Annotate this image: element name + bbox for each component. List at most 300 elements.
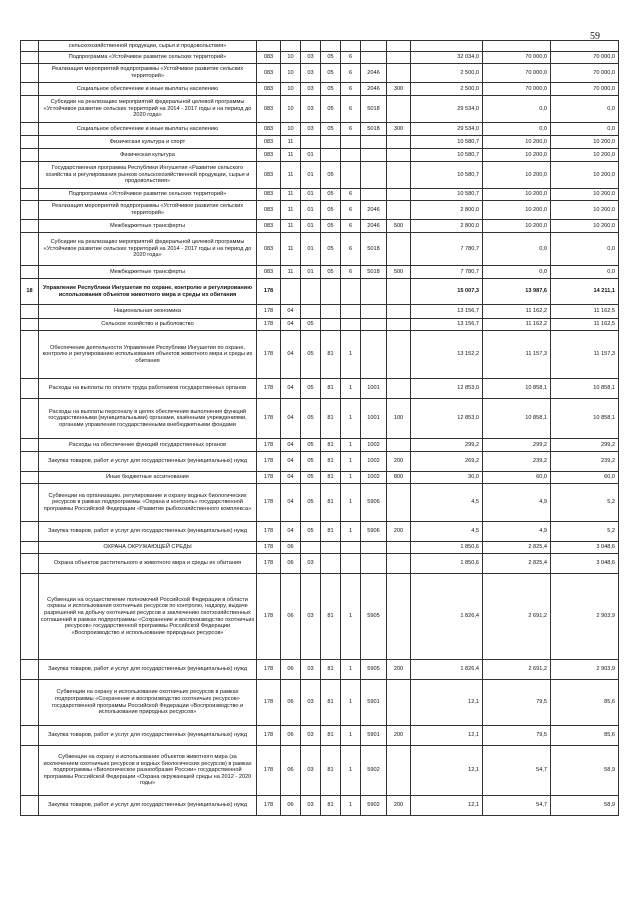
department-code-cell: 178 (257, 660, 281, 680)
amount-year2-cell: 10 858,1 (483, 399, 551, 439)
department-code-cell: 083 (257, 189, 281, 201)
section-code-cell (281, 279, 301, 305)
section-code-cell (281, 41, 301, 52)
section-code-cell: 04 (281, 379, 301, 399)
row-number-cell (21, 162, 39, 189)
target-article-part2-cell (341, 41, 361, 52)
target-article-part1-cell: 81 (321, 726, 341, 746)
section-code-cell: 06 (281, 746, 301, 796)
subsection-code-cell: 05 (301, 319, 321, 331)
section-code-cell: 11 (281, 162, 301, 189)
target-article-part3-cell (361, 136, 387, 149)
target-article-part1-cell (321, 542, 341, 554)
target-article-part2-cell: 1 (341, 439, 361, 452)
target-article-part3-cell: 5905 (361, 574, 387, 660)
amount-year3-cell: 10 200,0 (551, 220, 619, 233)
department-code-cell: 178 (257, 399, 281, 439)
amount-year1-cell: 10 580,7 (411, 162, 483, 189)
subsection-code-cell: 01 (301, 162, 321, 189)
section-code-cell: 04 (281, 399, 301, 439)
row-number-cell (21, 331, 39, 379)
target-article-part3-cell: 5905 (361, 660, 387, 680)
department-code-cell (257, 41, 281, 52)
expense-type-cell (387, 746, 411, 796)
section-code-cell: 06 (281, 574, 301, 660)
table-row (21, 52, 619, 64)
target-article-part3-cell: 1002 (361, 452, 387, 472)
amount-year1-cell: 2 800,0 (411, 220, 483, 233)
amount-year1-cell: 4,5 (411, 522, 483, 542)
amount-year1-cell: 10 580,7 (411, 136, 483, 149)
item-name-cell: Закупка товаров, работ и услуг для государственных (муниципальных) нужд (39, 660, 257, 680)
item-name-cell: Межбюджетные трансферты (39, 266, 257, 279)
amount-year2-cell: 10 200,0 (483, 201, 551, 220)
row-number-cell (21, 680, 39, 726)
amount-year3-cell: 239,2 (551, 452, 619, 472)
department-code-cell: 178 (257, 796, 281, 816)
department-code-cell: 178 (257, 379, 281, 399)
amount-year2-cell: 54,7 (483, 746, 551, 796)
item-name-cell: Подпрограмма «Устойчивое развитие сельских территорий» (39, 189, 257, 201)
target-article-part2-cell (341, 149, 361, 162)
target-article-part1-cell: 81 (321, 574, 341, 660)
row-number-cell (21, 399, 39, 439)
amount-year3-cell: 58,9 (551, 796, 619, 816)
row-number-cell (21, 472, 39, 484)
target-article-part1-cell: 81 (321, 439, 341, 452)
amount-year2-cell: 0,0 (483, 266, 551, 279)
amount-year2-cell: 11 162,2 (483, 319, 551, 331)
subsection-code-cell: 03 (301, 83, 321, 96)
target-article-part2-cell: 6 (341, 220, 361, 233)
department-code-cell: 083 (257, 136, 281, 149)
target-article-part1-cell: 81 (321, 660, 341, 680)
department-code-cell: 178 (257, 522, 281, 542)
section-code-cell: 04 (281, 522, 301, 542)
expense-type-cell (387, 201, 411, 220)
target-article-part3-cell (361, 305, 387, 319)
item-name-cell: Социальное обеспечение и иные выплаты населению (39, 83, 257, 96)
target-article-part2-cell: 6 (341, 266, 361, 279)
target-article-part3-cell: 5018 (361, 233, 387, 266)
amount-year2-cell: 10 200,0 (483, 136, 551, 149)
subsection-code-cell (301, 279, 321, 305)
target-article-part1-cell: 81 (321, 680, 341, 726)
target-article-part1-cell: 81 (321, 399, 341, 439)
department-code-cell: 178 (257, 331, 281, 379)
amount-year2-cell: 13 987,6 (483, 279, 551, 305)
section-code-cell: 04 (281, 305, 301, 319)
section-code-cell: 11 (281, 136, 301, 149)
expense-type-cell (387, 136, 411, 149)
item-name-cell: Закупка товаров, работ и услуг для государственных (муниципальных) нужд (39, 796, 257, 816)
amount-year3-cell: 3 048,6 (551, 542, 619, 554)
section-code-cell: 06 (281, 554, 301, 574)
amount-year3-cell: 2 903,9 (551, 660, 619, 680)
target-article-part1-cell: 05 (321, 233, 341, 266)
subsection-code-cell: 05 (301, 399, 321, 439)
amount-year3-cell: 10 200,0 (551, 189, 619, 201)
subsection-code-cell: 05 (301, 379, 321, 399)
department-code-cell: 178 (257, 452, 281, 472)
department-code-cell: 083 (257, 266, 281, 279)
table-row (21, 279, 619, 305)
expense-type-cell (387, 331, 411, 379)
target-article-part1-cell (321, 279, 341, 305)
subsection-code-cell: 01 (301, 201, 321, 220)
target-article-part3-cell: 5906 (361, 484, 387, 522)
subsection-code-cell: 03 (301, 123, 321, 136)
department-code-cell: 178 (257, 319, 281, 331)
amount-year3-cell: 2 903,9 (551, 574, 619, 660)
target-article-part2-cell: 1 (341, 484, 361, 522)
table-row (21, 522, 619, 542)
row-number-cell: 18 (21, 279, 39, 305)
amount-year3-cell: 11 162,5 (551, 305, 619, 319)
section-code-cell: 11 (281, 266, 301, 279)
target-article-part1-cell: 05 (321, 189, 341, 201)
department-code-cell: 178 (257, 484, 281, 522)
expense-type-cell (387, 379, 411, 399)
amount-year1-cell: 15 007,3 (411, 279, 483, 305)
subsection-code-cell: 03 (301, 64, 321, 83)
item-name-cell: Расходы на обеспечение функций государственных органов (39, 439, 257, 452)
target-article-part2-cell (341, 136, 361, 149)
table-row (21, 472, 619, 484)
row-number-cell (21, 796, 39, 816)
subsection-code-cell: 05 (301, 331, 321, 379)
target-article-part2-cell: 6 (341, 201, 361, 220)
target-article-part1-cell: 05 (321, 64, 341, 83)
row-number-cell (21, 452, 39, 472)
amount-year1-cell: 29 534,0 (411, 123, 483, 136)
amount-year1-cell: 1 826,4 (411, 660, 483, 680)
row-number-cell (21, 660, 39, 680)
row-number-cell (21, 189, 39, 201)
item-name-cell: Межбюджетные трансферты (39, 220, 257, 233)
section-code-cell: 06 (281, 680, 301, 726)
amount-year3-cell: 10 858,1 (551, 399, 619, 439)
row-number-cell (21, 136, 39, 149)
subsection-code-cell: 01 (301, 149, 321, 162)
row-number-cell (21, 220, 39, 233)
target-article-part3-cell (361, 149, 387, 162)
table-row (21, 379, 619, 399)
amount-year2-cell: 10 200,0 (483, 149, 551, 162)
department-code-cell: 178 (257, 439, 281, 452)
target-article-part3-cell (361, 331, 387, 379)
budget-table-body (21, 41, 619, 816)
amount-year1-cell: 2 500,0 (411, 64, 483, 83)
table-row (21, 41, 619, 52)
section-code-cell: 11 (281, 201, 301, 220)
expense-type-cell: 100 (387, 399, 411, 439)
amount-year2-cell: 2 691,2 (483, 660, 551, 680)
table-row (21, 680, 619, 726)
item-name-cell: Субсидии на реализацию мероприятий федеральной целевой программы «Устойчивое развитие сельских территорий на 2014 - 2017 годы и на период до 2020 года» (39, 96, 257, 123)
department-code-cell: 083 (257, 83, 281, 96)
department-code-cell: 178 (257, 746, 281, 796)
amount-year1-cell: 1 826,4 (411, 574, 483, 660)
target-article-part2-cell: 1 (341, 399, 361, 439)
expense-type-cell: 500 (387, 266, 411, 279)
target-article-part1-cell (321, 554, 341, 574)
target-article-part1-cell: 05 (321, 266, 341, 279)
subsection-code-cell: 03 (301, 746, 321, 796)
section-code-cell: 10 (281, 64, 301, 83)
item-name-cell: ОХРАНА ОКРУЖАЮЩЕЙ СРЕДЫ (39, 542, 257, 554)
amount-year2-cell: 70 000,0 (483, 83, 551, 96)
section-code-cell: 11 (281, 189, 301, 201)
amount-year1-cell: 1 850,6 (411, 554, 483, 574)
subsection-code-cell: 01 (301, 233, 321, 266)
row-number-cell (21, 305, 39, 319)
expense-type-cell (387, 554, 411, 574)
row-number-cell (21, 123, 39, 136)
subsection-code-cell: 01 (301, 220, 321, 233)
expense-type-cell (387, 64, 411, 83)
amount-year1-cell: 10 580,7 (411, 149, 483, 162)
subsection-code-cell: 03 (301, 660, 321, 680)
amount-year3-cell: 10 200,0 (551, 162, 619, 189)
subsection-code-cell: 01 (301, 266, 321, 279)
department-code-cell: 083 (257, 162, 281, 189)
item-name-cell: Закупка товаров, работ и услуг для государственных (муниципальных) нужд (39, 522, 257, 542)
target-article-part3-cell: 1001 (361, 399, 387, 439)
target-article-part1-cell (321, 149, 341, 162)
amount-year3-cell: 5,2 (551, 522, 619, 542)
amount-year1-cell: 2 500,0 (411, 83, 483, 96)
target-article-part1-cell: 81 (321, 379, 341, 399)
table-row (21, 726, 619, 746)
amount-year3-cell: 70 000,0 (551, 83, 619, 96)
amount-year2-cell: 10 200,0 (483, 162, 551, 189)
amount-year1-cell: 13 152,2 (411, 331, 483, 379)
subsection-code-cell: 01 (301, 189, 321, 201)
target-article-part2-cell: 1 (341, 522, 361, 542)
target-article-part2-cell: 1 (341, 574, 361, 660)
table-row (21, 484, 619, 522)
section-code-cell: 10 (281, 52, 301, 64)
amount-year3-cell: 10 200,0 (551, 201, 619, 220)
table-row (21, 574, 619, 660)
row-number-cell (21, 574, 39, 660)
amount-year2-cell: 79,5 (483, 726, 551, 746)
amount-year3-cell: 10 200,0 (551, 149, 619, 162)
amount-year2-cell: 10 200,0 (483, 220, 551, 233)
amount-year2-cell: 0,0 (483, 96, 551, 123)
target-article-part1-cell (321, 305, 341, 319)
row-number-cell (21, 52, 39, 64)
section-code-cell: 10 (281, 96, 301, 123)
department-code-cell: 083 (257, 123, 281, 136)
amount-year1-cell: 1 850,6 (411, 542, 483, 554)
amount-year1-cell (411, 41, 483, 52)
target-article-part2-cell: 6 (341, 123, 361, 136)
amount-year2-cell: 2 691,2 (483, 574, 551, 660)
table-row (21, 305, 619, 319)
expense-type-cell: 200 (387, 796, 411, 816)
target-article-part2-cell: 6 (341, 52, 361, 64)
target-article-part1-cell: 05 (321, 220, 341, 233)
target-article-part3-cell: 5906 (361, 522, 387, 542)
department-code-cell: 083 (257, 233, 281, 266)
target-article-part1-cell: 05 (321, 52, 341, 64)
section-code-cell: 04 (281, 452, 301, 472)
target-article-part3-cell: 2046 (361, 201, 387, 220)
target-article-part2-cell: 1 (341, 472, 361, 484)
target-article-part1-cell: 05 (321, 201, 341, 220)
amount-year3-cell: 0,0 (551, 123, 619, 136)
section-code-cell: 06 (281, 660, 301, 680)
department-code-cell: 083 (257, 201, 281, 220)
amount-year1-cell: 299,2 (411, 439, 483, 452)
target-article-part3-cell: 5902 (361, 746, 387, 796)
item-name-cell: сельскохозяйственной продукции, сырья и продовольствия» (39, 41, 257, 52)
table-row (21, 542, 619, 554)
expense-type-cell (387, 439, 411, 452)
department-code-cell: 178 (257, 279, 281, 305)
amount-year3-cell: 10 200,0 (551, 136, 619, 149)
table-row (21, 233, 619, 266)
item-name-cell: Субвенции на осуществление полномочий Российской Федерации в области охраны и использования охотничьих ресурсов по контролю, надзору, выдаче разрешений на добычу охотничьих ресурсов и заключению охотхозяйственных соглашений в рамках подпрограммы «Сохранение и воспроизводство охотничьих ресурсов» государственной программы Российской Федерации «Воспроизводство и использование природных ресурсов» (39, 574, 257, 660)
department-code-cell: 178 (257, 305, 281, 319)
item-name-cell: Реализация мероприятий подпрограммы «Устойчивое развитие сельских территорий» (39, 201, 257, 220)
amount-year3-cell: 70 000,0 (551, 64, 619, 83)
section-code-cell: 10 (281, 83, 301, 96)
amount-year1-cell: 269,2 (411, 452, 483, 472)
section-code-cell: 04 (281, 484, 301, 522)
amount-year3-cell: 11 162,5 (551, 319, 619, 331)
target-article-part3-cell (361, 162, 387, 189)
target-article-part1-cell (321, 41, 341, 52)
section-code-cell: 04 (281, 439, 301, 452)
target-article-part3-cell (361, 542, 387, 554)
expense-type-cell (387, 574, 411, 660)
target-article-part2-cell: 1 (341, 660, 361, 680)
table-row (21, 136, 619, 149)
section-code-cell: 11 (281, 220, 301, 233)
target-article-part3-cell: 1002 (361, 439, 387, 452)
amount-year3-cell: 85,6 (551, 726, 619, 746)
subsection-code-cell: 03 (301, 796, 321, 816)
row-number-cell (21, 522, 39, 542)
row-number-cell (21, 554, 39, 574)
subsection-code-cell (301, 305, 321, 319)
amount-year1-cell: 13 156,7 (411, 319, 483, 331)
expense-type-cell: 200 (387, 452, 411, 472)
amount-year3-cell: 85,6 (551, 680, 619, 726)
table-row (21, 399, 619, 439)
item-name-cell: Национальная экономика (39, 305, 257, 319)
amount-year2-cell: 60,0 (483, 472, 551, 484)
section-code-cell: 10 (281, 123, 301, 136)
target-article-part3-cell (361, 41, 387, 52)
amount-year2-cell: 0,0 (483, 233, 551, 266)
amount-year2-cell: 2 825,4 (483, 554, 551, 574)
expense-type-cell (387, 305, 411, 319)
target-article-part2-cell: 6 (341, 233, 361, 266)
expense-type-cell: 300 (387, 83, 411, 96)
row-number-cell (21, 379, 39, 399)
expense-type-cell (387, 162, 411, 189)
table-row (21, 64, 619, 83)
item-name-cell: Физическая культура и спорт (39, 136, 257, 149)
department-code-cell: 083 (257, 52, 281, 64)
expense-type-cell (387, 52, 411, 64)
target-article-part2-cell (341, 554, 361, 574)
department-code-cell: 083 (257, 149, 281, 162)
target-article-part1-cell: 81 (321, 452, 341, 472)
section-code-cell: 06 (281, 796, 301, 816)
target-article-part2-cell: 1 (341, 746, 361, 796)
amount-year1-cell: 12 853,0 (411, 399, 483, 439)
expense-type-cell: 200 (387, 522, 411, 542)
amount-year1-cell: 12,1 (411, 680, 483, 726)
target-article-part1-cell: 81 (321, 746, 341, 796)
amount-year1-cell: 12 853,0 (411, 379, 483, 399)
amount-year1-cell: 12,1 (411, 746, 483, 796)
amount-year1-cell: 4,5 (411, 484, 483, 522)
amount-year2-cell: 2 825,4 (483, 542, 551, 554)
amount-year1-cell: 2 800,0 (411, 201, 483, 220)
target-article-part2-cell: 1 (341, 379, 361, 399)
subsection-code-cell (301, 41, 321, 52)
target-article-part2-cell: 6 (341, 96, 361, 123)
target-article-part3-cell: 5901 (361, 680, 387, 726)
target-article-part1-cell: 05 (321, 123, 341, 136)
expense-type-cell (387, 484, 411, 522)
target-article-part1-cell: 05 (321, 162, 341, 189)
target-article-part3-cell: 5901 (361, 726, 387, 746)
target-article-part3-cell: 1001 (361, 379, 387, 399)
amount-year1-cell: 10 580,7 (411, 189, 483, 201)
target-article-part1-cell: 81 (321, 331, 341, 379)
item-name-cell: Охрана объектов растительного и животного мира и среды их обитания (39, 554, 257, 574)
amount-year2-cell: 11 162,2 (483, 305, 551, 319)
subsection-code-cell (301, 542, 321, 554)
subsection-code-cell: 03 (301, 680, 321, 726)
subsection-code-cell: 05 (301, 484, 321, 522)
target-article-part3-cell: 5018 (361, 96, 387, 123)
target-article-part1-cell (321, 136, 341, 149)
item-name-cell: Государственная программа Республики Ингушетия «Развитие сельского хозяйства и регулирования рынков сельскохозяйственной продукции, сырья и продовольствия» (39, 162, 257, 189)
target-article-part2-cell (341, 319, 361, 331)
expense-type-cell: 200 (387, 660, 411, 680)
target-article-part2-cell: 1 (341, 680, 361, 726)
item-name-cell: Закупка товаров, работ и услуг для государственных (муниципальных) нужд (39, 452, 257, 472)
target-article-part3-cell (361, 52, 387, 64)
subsection-code-cell: 03 (301, 574, 321, 660)
amount-year1-cell: 29 534,0 (411, 96, 483, 123)
target-article-part2-cell: 1 (341, 331, 361, 379)
item-name-cell: Управление Республики Ингушетия по охране, контролю и регулированию использования объектов животного мира и среды их обитания (39, 279, 257, 305)
amount-year3-cell: 0,0 (551, 233, 619, 266)
table-row (21, 123, 619, 136)
amount-year2-cell: 4,9 (483, 522, 551, 542)
section-code-cell: 11 (281, 149, 301, 162)
section-code-cell: 04 (281, 331, 301, 379)
section-code-cell: 06 (281, 726, 301, 746)
subsection-code-cell: 03 (301, 52, 321, 64)
expense-type-cell: 800 (387, 472, 411, 484)
row-number-cell (21, 439, 39, 452)
department-code-cell: 178 (257, 554, 281, 574)
table-row (21, 96, 619, 123)
row-number-cell (21, 83, 39, 96)
amount-year3-cell: 0,0 (551, 266, 619, 279)
table-row (21, 319, 619, 331)
